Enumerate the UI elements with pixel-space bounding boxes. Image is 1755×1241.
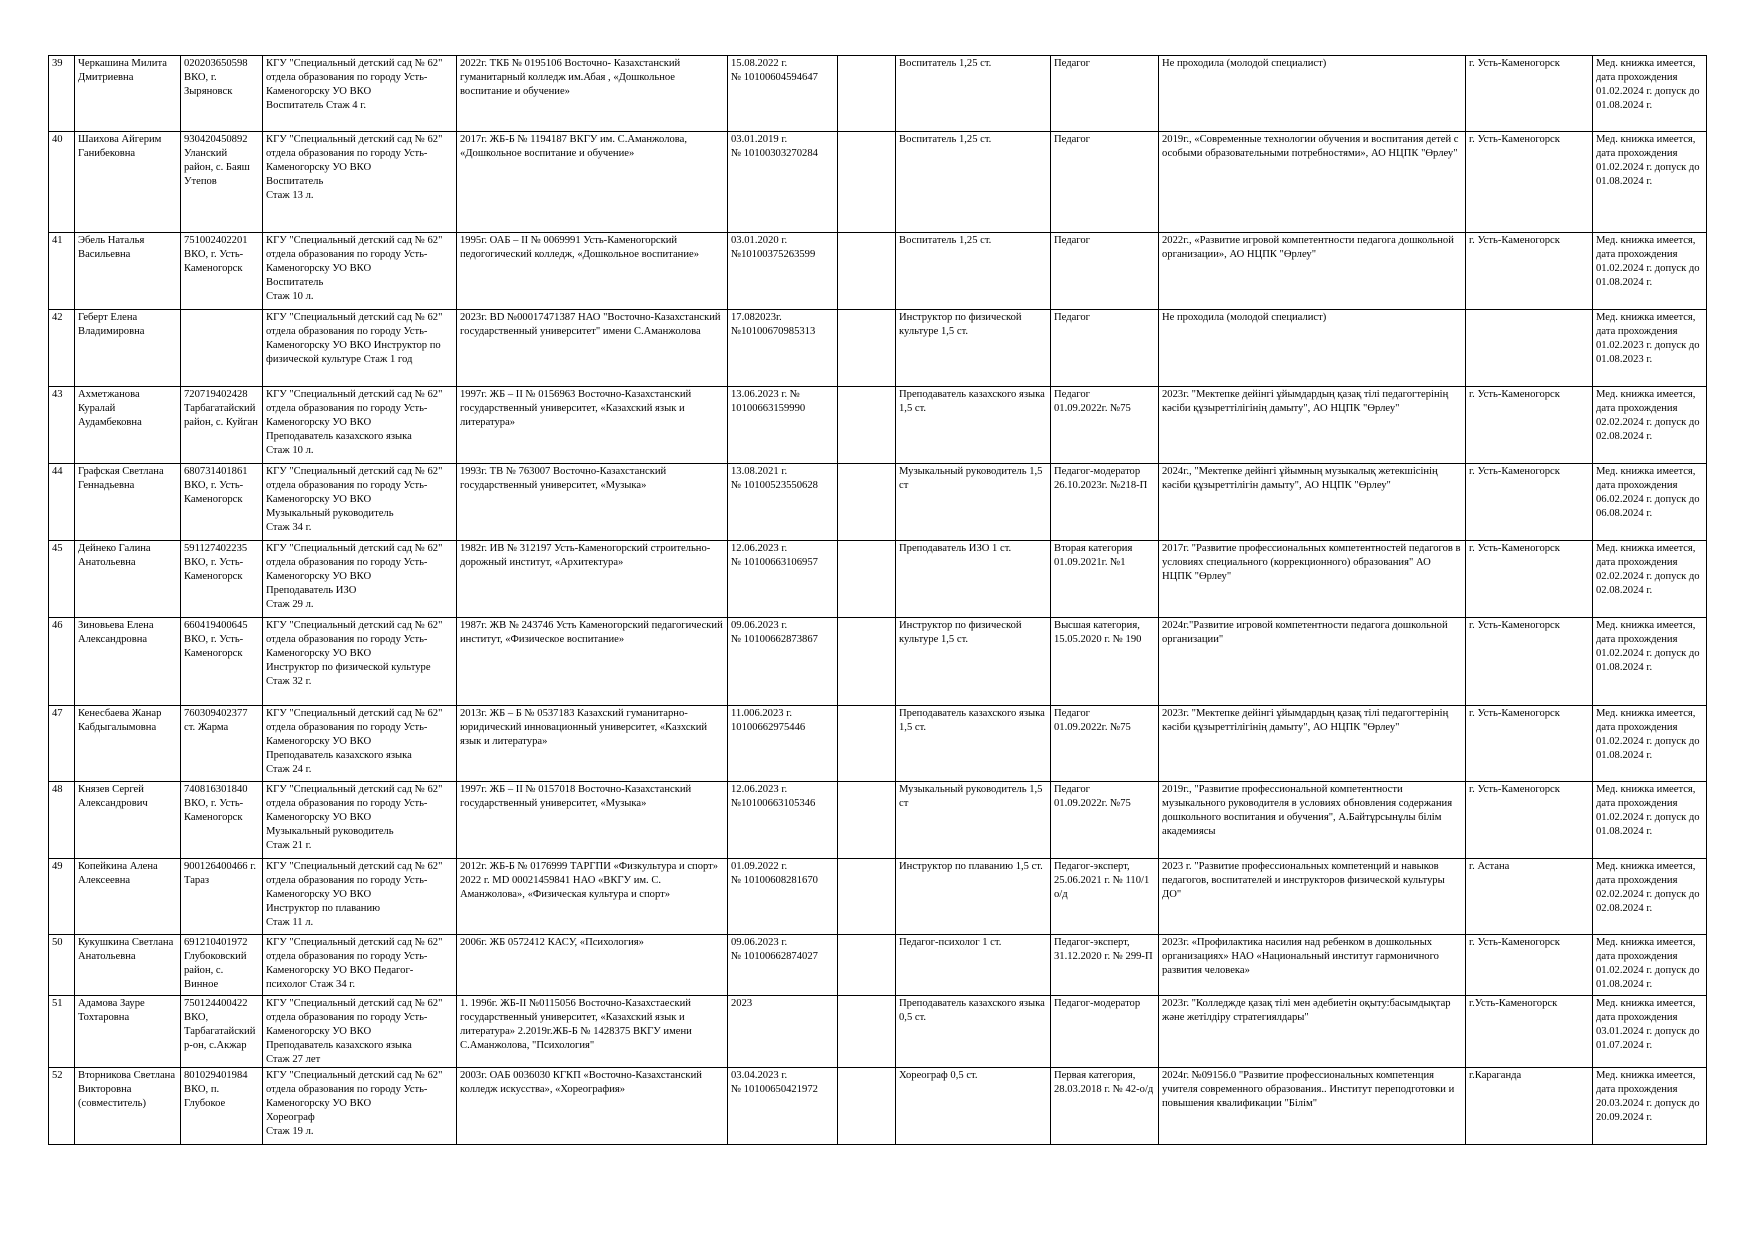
cell-education-diploma: 2003г. ОАБ 0036030 КГКП «Восточно-Казахстанский колледж искусства», «Хореография» xyxy=(457,1068,728,1145)
cell-iin-birthplace: 660419400645 ВКО, г. Усть-Каменогорск xyxy=(181,618,263,706)
cell-location: г. Усть-Каменогорск xyxy=(1466,464,1593,541)
cell-education-diploma: 1997г. ЖБ – II № 0156963 Восточно-Казахстанский государственный университет, «Казахский язык и литература» xyxy=(457,387,728,464)
cell-medical-book: Мед. книжка имеется, дата прохождения 02.02.2024 г. допуск до 02.08.2024 г. xyxy=(1593,387,1707,464)
cell-medical-book: Мед. книжка имеется, дата прохождения 01.02.2024 г. допуск до 01.08.2024 г. xyxy=(1593,233,1707,310)
cell-employment-date: 12.06.2023 г. № 10100663106957 xyxy=(728,541,838,618)
cell-position-rate: Хореограф 0,5 ст. xyxy=(896,1068,1051,1145)
cell-category: Педагог-модератор 26.10.2023г. №218-П xyxy=(1051,464,1159,541)
cell-iin-birthplace: 801029401984 ВКО, п. Глубокое xyxy=(181,1068,263,1145)
cell-medical-book: Мед. книжка имеется, дата прохождения 01.02.2024 г. допуск до 01.08.2024 г. xyxy=(1593,706,1707,782)
cell-full-name: Зиновьева Елена Александровна xyxy=(75,618,181,706)
cell-full-name: Графская Светлана Геннадьевна xyxy=(75,464,181,541)
cell-category: Педагог 01.09.2022г. №75 xyxy=(1051,706,1159,782)
cell-empty-cell xyxy=(838,782,896,859)
cell-position-rate: Воспитатель 1,25 ст. xyxy=(896,233,1051,310)
cell-workplace-position: КГУ "Специальный детский сад № 62" отдела образования по городу Усть-Каменогорску УО ВКО Преподаватель казахского языка Стаж 10 л. xyxy=(263,387,457,464)
cell-empty-cell xyxy=(838,618,896,706)
cell-category: Первая категория, 28.03.2018 г. № 42-о/д xyxy=(1051,1068,1159,1145)
cell-qualification-courses: 2024г. №09156.0 "Развитие профессиональных компетенция учителя современного образования.. Институт переподготовки и повышения квалификации "Білім" xyxy=(1159,1068,1466,1145)
table-row xyxy=(49,132,1707,233)
cell-empty-cell xyxy=(838,464,896,541)
cell-row-number: 46 xyxy=(49,618,75,706)
cell-category: Педагог xyxy=(1051,233,1159,310)
cell-employment-date: 13.06.2023 г. № 10100663159990 xyxy=(728,387,838,464)
cell-education-diploma: 1982г. ИВ № 312197 Усть-Каменогорский строительно-дорожный институт, «Архитектура» xyxy=(457,541,728,618)
cell-location: г. Усть-Каменогорск xyxy=(1466,56,1593,132)
cell-workplace-position: КГУ "Специальный детский сад № 62" отдела образования по городу Усть-Каменогорску УО ВКО Хореограф Стаж 19 л. xyxy=(263,1068,457,1145)
cell-employment-date: 03.04.2023 г. № 10100650421972 xyxy=(728,1068,838,1145)
cell-iin-birthplace: 930420450892 Уланский район, с. Баяш Утепов xyxy=(181,132,263,233)
cell-empty-cell xyxy=(838,706,896,782)
cell-employment-date: 12.06.2023 г. №10100663105346 xyxy=(728,782,838,859)
cell-education-diploma: 1987г. ЖВ № 243746 Усть Каменогорский педагогический институт, «Физическое воспитание» xyxy=(457,618,728,706)
cell-position-rate: Музыкальный руководитель 1,5 ст xyxy=(896,464,1051,541)
cell-education-diploma: 1995г. ОАБ – II № 0069991 Усть-Каменогорский педогогический колледж, «Дошкольное воспитание» xyxy=(457,233,728,310)
cell-location: г. Усть-Каменогорск xyxy=(1466,233,1593,310)
cell-category: Педагог-модератор xyxy=(1051,996,1159,1068)
cell-category: Педагог-эксперт, 25.06.2021 г. № 110/1 о/д xyxy=(1051,859,1159,935)
cell-empty-cell xyxy=(838,996,896,1068)
cell-qualification-courses: Не проходила (молодой специалист) xyxy=(1159,310,1466,387)
cell-position-rate: Воспитатель 1,25 ст. xyxy=(896,132,1051,233)
cell-row-number: 52 xyxy=(49,1068,75,1145)
cell-workplace-position: КГУ "Специальный детский сад № 62" отдела образования по городу Усть-Каменогорску УО ВКО Воспитатель Стаж 10 л. xyxy=(263,233,457,310)
table-row xyxy=(49,1068,1707,1145)
cell-position-rate: Музыкальный руководитель 1,5 ст xyxy=(896,782,1051,859)
cell-qualification-courses: 2023 г. "Развитие профессиональных компетенций и навыков педагогов, воспитателей и инструкторов физической культуры ДО" xyxy=(1159,859,1466,935)
cell-empty-cell xyxy=(838,541,896,618)
cell-workplace-position: КГУ "Специальный детский сад № 62" отдела образования по городу Усть-Каменогорску УО ВКО Преподаватель ИЗО Стаж 29 л. xyxy=(263,541,457,618)
cell-location: г. Астана xyxy=(1466,859,1593,935)
cell-category: Педагог 01.09.2022г. №75 xyxy=(1051,387,1159,464)
cell-iin-birthplace: 591127402235 ВКО, г. Усть-Каменогорск xyxy=(181,541,263,618)
cell-workplace-position: КГУ "Специальный детский сад № 62" отдела образования по городу Усть-Каменогорску УО ВКО Инструктор по физической культуре Стаж 32 г. xyxy=(263,618,457,706)
table-row xyxy=(49,464,1707,541)
cell-category: Педагог xyxy=(1051,56,1159,132)
cell-education-diploma: 1. 1996г. ЖБ-II №0115056 Восточно-Казахстаеский государственный университет, «Казахский язык и литература» 2.2019г.ЖБ-Б № 1428375 ВКГУ имени С.Аманжолова, "Психология" xyxy=(457,996,728,1068)
cell-full-name: Дейнеко Галина Анатольевна xyxy=(75,541,181,618)
cell-workplace-position: КГУ "Специальный детский сад № 62" отдела образования по городу Усть-Каменогорску УО ВКО Преподаватель казахского языка Стаж 24 г. xyxy=(263,706,457,782)
cell-empty-cell xyxy=(838,233,896,310)
cell-iin-birthplace: 750124400422 ВКО, Тарбагатайский р-он, с.Акжар xyxy=(181,996,263,1068)
cell-full-name: Кукушкина Светлана Анатольевна xyxy=(75,935,181,996)
cell-position-rate: Преподаватель казахского языка 1,5 ст. xyxy=(896,387,1051,464)
cell-medical-book: Мед. книжка имеется, дата прохождения 20.03.2024 г. допуск до 20.09.2024 г. xyxy=(1593,1068,1707,1145)
cell-qualification-courses: 2023г. "Колледжде қазақ тілі мен әдебиетін оқыту:басымдықтар және жетілдіру стратегиялдары" xyxy=(1159,996,1466,1068)
table-row xyxy=(49,541,1707,618)
cell-full-name: Адамова Зауре Тохтаровна xyxy=(75,996,181,1068)
cell-education-diploma: 1997г. ЖБ – II № 0157018 Восточно-Казахстанский государственный университет, «Музыка» xyxy=(457,782,728,859)
staff-table xyxy=(48,55,1707,1145)
cell-location: г. Усть-Каменогорск xyxy=(1466,706,1593,782)
cell-empty-cell xyxy=(838,56,896,132)
table-row xyxy=(49,859,1707,935)
cell-empty-cell xyxy=(838,1068,896,1145)
cell-row-number: 44 xyxy=(49,464,75,541)
cell-full-name: Ахметжанова Куралай Аудамбековна xyxy=(75,387,181,464)
cell-qualification-courses: 2023г. «Профилактика насилия над ребенком в дошкольных организациях» НАО «Национальный институт гармоничного развития человека» xyxy=(1159,935,1466,996)
cell-employment-date: 13.08.2021 г. № 10100523550628 xyxy=(728,464,838,541)
cell-employment-date: 03.01.2020 г. №10100375263599 xyxy=(728,233,838,310)
cell-iin-birthplace: 691210401972 Глубоковский район, с. Винное xyxy=(181,935,263,996)
cell-full-name: Черкашина Милита Дмитриевна xyxy=(75,56,181,132)
cell-medical-book: Мед. книжка имеется, дата прохождения 01.02.2024 г. допуск до 01.08.2024 г. xyxy=(1593,618,1707,706)
cell-education-diploma: 2023г. BD №00017471387 НАО "Восточно-Казахстанский государственный университет" имени С.Аманжолова xyxy=(457,310,728,387)
cell-full-name: Князев Сергей Александрович xyxy=(75,782,181,859)
cell-empty-cell xyxy=(838,935,896,996)
cell-qualification-courses: 2024г., "Мектепке дейінгі ұйымның музыкалық жетекшісінің кәсіби құзыреттілігін дамыту", АО НЦПК "Өрлеу" xyxy=(1159,464,1466,541)
cell-qualification-courses: 2017г. "Развитие профессиональных компетентностей педагогов в условиях специального (коррекционного) образования" АО НЦПК "Өрлеу" xyxy=(1159,541,1466,618)
cell-full-name: Эбель Наталья Васильевна xyxy=(75,233,181,310)
cell-workplace-position: КГУ "Специальный детский сад № 62" отдела образования по городу Усть-Каменогорску УО ВКО Инструктор по физической культуре Стаж 1 год xyxy=(263,310,457,387)
cell-row-number: 43 xyxy=(49,387,75,464)
cell-row-number: 50 xyxy=(49,935,75,996)
cell-qualification-courses: 2022г., «Развитие игровой компетентности педагога дошкольной организации», АО НЦПК "Өрлеу" xyxy=(1159,233,1466,310)
cell-full-name: Геберт Елена Владимировна xyxy=(75,310,181,387)
cell-iin-birthplace xyxy=(181,310,263,387)
cell-location: г. Усть-Каменогорск xyxy=(1466,132,1593,233)
cell-row-number: 49 xyxy=(49,859,75,935)
cell-iin-birthplace: 751002402201 ВКО, г. Усть-Каменогорск xyxy=(181,233,263,310)
cell-category: Педагог xyxy=(1051,310,1159,387)
table-row xyxy=(49,387,1707,464)
cell-employment-date: 01.09.2022 г. № 10100608281670 xyxy=(728,859,838,935)
cell-iin-birthplace: 680731401861 ВКО, г. Усть-Каменогорск xyxy=(181,464,263,541)
cell-iin-birthplace: 760309402377 ст. Жарма xyxy=(181,706,263,782)
cell-empty-cell xyxy=(838,310,896,387)
cell-education-diploma: 1993г. ТВ № 763007 Восточно-Казахстанский государственный университет, «Музыка» xyxy=(457,464,728,541)
cell-qualification-courses: Не проходила (молодой специалист) xyxy=(1159,56,1466,132)
cell-location: г. Усть-Каменогорск xyxy=(1466,782,1593,859)
cell-employment-date: 17.082023г. №10100670985313 xyxy=(728,310,838,387)
cell-qualification-courses: 2024г."Развитие игровой компетентности педагога дошкольной организации" xyxy=(1159,618,1466,706)
cell-iin-birthplace: 740816301840 ВКО, г. Усть-Каменогорск xyxy=(181,782,263,859)
cell-location: г.Усть-Каменогорск xyxy=(1466,996,1593,1068)
cell-location: г. Усть-Каменогорск xyxy=(1466,541,1593,618)
cell-iin-birthplace: 720719402428 Тарбагатайский район, с. Куйган xyxy=(181,387,263,464)
cell-employment-date: 03.01.2019 г. № 10100303270284 xyxy=(728,132,838,233)
cell-medical-book: Мед. книжка имеется, дата прохождения 01.02.2024 г. допуск до 01.08.2024 г. xyxy=(1593,56,1707,132)
cell-medical-book: Мед. книжка имеется, дата прохождения 01.02.2024 г. допуск до 01.08.2024 г. xyxy=(1593,935,1707,996)
cell-position-rate: Педагог-психолог 1 ст. xyxy=(896,935,1051,996)
cell-empty-cell xyxy=(838,859,896,935)
cell-location: г. Усть-Каменогорск xyxy=(1466,935,1593,996)
cell-qualification-courses: 2019г., «Современные технологии обучения и воспитания детей с особыми образовательными потребностями», АО НЦПК "Өрлеу" xyxy=(1159,132,1466,233)
table-row xyxy=(49,782,1707,859)
cell-position-rate: Инструктор по физической культуре 1,5 ст. xyxy=(896,618,1051,706)
cell-iin-birthplace: 020203650598 ВКО, г. Зыряновск xyxy=(181,56,263,132)
cell-iin-birthplace: 900126400466 г. Тараз xyxy=(181,859,263,935)
cell-employment-date: 15.08.2022 г. № 10100604594647 xyxy=(728,56,838,132)
cell-education-diploma: 2017г. ЖБ-Б № 1194187 ВКГУ им. С.Аманжолова, «Дошкольное воспитание и обучение» xyxy=(457,132,728,233)
cell-employment-date: 09.06.2023 г. № 10100662874027 xyxy=(728,935,838,996)
cell-category: Вторая категория 01.09.2021г. №1 xyxy=(1051,541,1159,618)
table-row xyxy=(49,996,1707,1068)
staff-table-body xyxy=(49,56,1707,1145)
table-row xyxy=(49,935,1707,996)
cell-full-name: Копейкина Алена Алексеевна xyxy=(75,859,181,935)
cell-empty-cell xyxy=(838,387,896,464)
cell-full-name: Шаихова Айгерим Ганибековна xyxy=(75,132,181,233)
cell-row-number: 41 xyxy=(49,233,75,310)
cell-category: Педагог-эксперт, 31.12.2020 г. № 299-П xyxy=(1051,935,1159,996)
cell-medical-book: Мед. книжка имеется, дата прохождения 01.02.2024 г. допуск до 01.08.2024 г. xyxy=(1593,782,1707,859)
table-row xyxy=(49,618,1707,706)
table-row xyxy=(49,233,1707,310)
cell-education-diploma: 2022г. ТКБ № 0195106 Восточно- Казахстанский гуманитарный колледж им.Абая , «Дошкольное воспитание и обучение» xyxy=(457,56,728,132)
cell-position-rate: Инструктор по физической культуре 1,5 ст. xyxy=(896,310,1051,387)
cell-row-number: 40 xyxy=(49,132,75,233)
cell-medical-book: Мед. книжка имеется, дата прохождения 02.02.2024 г. допуск до 02.08.2024 г. xyxy=(1593,859,1707,935)
cell-workplace-position: КГУ "Специальный детский сад № 62" отдела образования по городу Усть-Каменогорску УО ВКО Музыкальный руководитель Стаж 34 г. xyxy=(263,464,457,541)
cell-position-rate: Инструктор по плаванию 1,5 ст. xyxy=(896,859,1051,935)
cell-workplace-position: КГУ "Специальный детский сад № 62" отдела образования по городу Усть-Каменогорску УО ВКО Воспитатель Стаж 13 л. xyxy=(263,132,457,233)
cell-education-diploma: 2012г. ЖБ-Б № 0176999 ТАРГПИ «Физкультура и спорт» 2022 г. MD 00021459841 НАО «ВКГУ им. С. Аманжолова», «Физическая культура и спорт» xyxy=(457,859,728,935)
cell-location: г.Караганда xyxy=(1466,1068,1593,1145)
cell-medical-book: Мед. книжка имеется, дата прохождения 02.02.2024 г. допуск до 02.08.2024 г. xyxy=(1593,541,1707,618)
cell-position-rate: Преподаватель казахского языка 1,5 ст. xyxy=(896,706,1051,782)
cell-position-rate: Преподаватель казахского языка 0,5 ст. xyxy=(896,996,1051,1068)
cell-full-name: Вторникова Светлана Викторовна (совместитель) xyxy=(75,1068,181,1145)
cell-full-name: Кенесбаева Жанар Кабдыгалымовна xyxy=(75,706,181,782)
cell-location: г. Усть-Каменогорск xyxy=(1466,387,1593,464)
cell-location: г. Усть-Каменогорск xyxy=(1466,618,1593,706)
cell-row-number: 39 xyxy=(49,56,75,132)
cell-row-number: 45 xyxy=(49,541,75,618)
cell-workplace-position: КГУ "Специальный детский сад № 62" отдела образования по городу Усть-Каменогорску УО ВКО Преподаватель казахского языка Стаж 27 лет xyxy=(263,996,457,1068)
cell-row-number: 42 xyxy=(49,310,75,387)
cell-category: Высшая категория, 15.05.2020 г. № 190 xyxy=(1051,618,1159,706)
cell-medical-book: Мед. книжка имеется, дата прохождения 06.02.2024 г. допуск до 06.08.2024 г. xyxy=(1593,464,1707,541)
cell-workplace-position: КГУ "Специальный детский сад № 62" отдела образования по городу Усть-Каменогорску УО ВКО Педагог-психолог Стаж 34 г. xyxy=(263,935,457,996)
cell-row-number: 51 xyxy=(49,996,75,1068)
cell-workplace-position: КГУ "Специальный детский сад № 62" отдела образования по городу Усть-Каменогорску УО ВКО Музыкальный руководитель Стаж 21 г. xyxy=(263,782,457,859)
cell-qualification-courses: 2023г. "Мектепке дейінгі ұйымдардың қазақ тілі педагогтерінің кәсіби құзыреттілігінің дамыту", АО НЦПК "Өрлеу" xyxy=(1159,387,1466,464)
cell-location xyxy=(1466,310,1593,387)
cell-position-rate: Воспитатель 1,25 ст. xyxy=(896,56,1051,132)
cell-qualification-courses: 2023г. "Мектепке дейінгі ұйымдардың қазақ тілі педагогтерінің кәсіби құзыреттілігінің дамыту", АО НЦПК "Өрлеу" xyxy=(1159,706,1466,782)
cell-medical-book: Мед. книжка имеется, дата прохождения 01.02.2023 г. допуск до 01.08.2023 г. xyxy=(1593,310,1707,387)
cell-position-rate: Преподаватель ИЗО 1 ст. xyxy=(896,541,1051,618)
cell-medical-book: Мед. книжка имеется, дата прохождения 03.01.2024 г. допуск до 01.07.2024 г. xyxy=(1593,996,1707,1068)
cell-employment-date: 09.06.2023 г. № 10100662873867 xyxy=(728,618,838,706)
cell-employment-date: 2023 xyxy=(728,996,838,1068)
cell-education-diploma: 2013г. ЖБ – Б № 0537183 Казахский гуманитарно-юридический инновационный университет, «Казхский язык и литература» xyxy=(457,706,728,782)
cell-qualification-courses: 2019г., "Развитие профессиональной компетентности музыкального руководителя в условиях обновления содержания дошкольного воспитания и обучения", А.Байтұрсынұлы білім академиясы xyxy=(1159,782,1466,859)
cell-category: Педагог 01.09.2022г. №75 xyxy=(1051,782,1159,859)
table-row xyxy=(49,56,1707,132)
cell-category: Педагог xyxy=(1051,132,1159,233)
cell-medical-book: Мед. книжка имеется, дата прохождения 01.02.2024 г. допуск до 01.08.2024 г. xyxy=(1593,132,1707,233)
cell-empty-cell xyxy=(838,132,896,233)
cell-education-diploma: 2006г. ЖБ 0572412 КАСУ, «Психология» xyxy=(457,935,728,996)
cell-row-number: 48 xyxy=(49,782,75,859)
cell-row-number: 47 xyxy=(49,706,75,782)
cell-workplace-position: КГУ "Специальный детский сад № 62" отдела образования по городу Усть-Каменогорску УО ВКО Инструктор по плаванию Стаж 11 л. xyxy=(263,859,457,935)
cell-workplace-position: КГУ "Специальный детский сад № 62" отдела образования по городу Усть-Каменогорску УО ВКО Воспитатель Стаж 4 г. xyxy=(263,56,457,132)
table-row xyxy=(49,310,1707,387)
cell-employment-date: 11.006.2023 г. 10100662975446 xyxy=(728,706,838,782)
table-row xyxy=(49,706,1707,782)
